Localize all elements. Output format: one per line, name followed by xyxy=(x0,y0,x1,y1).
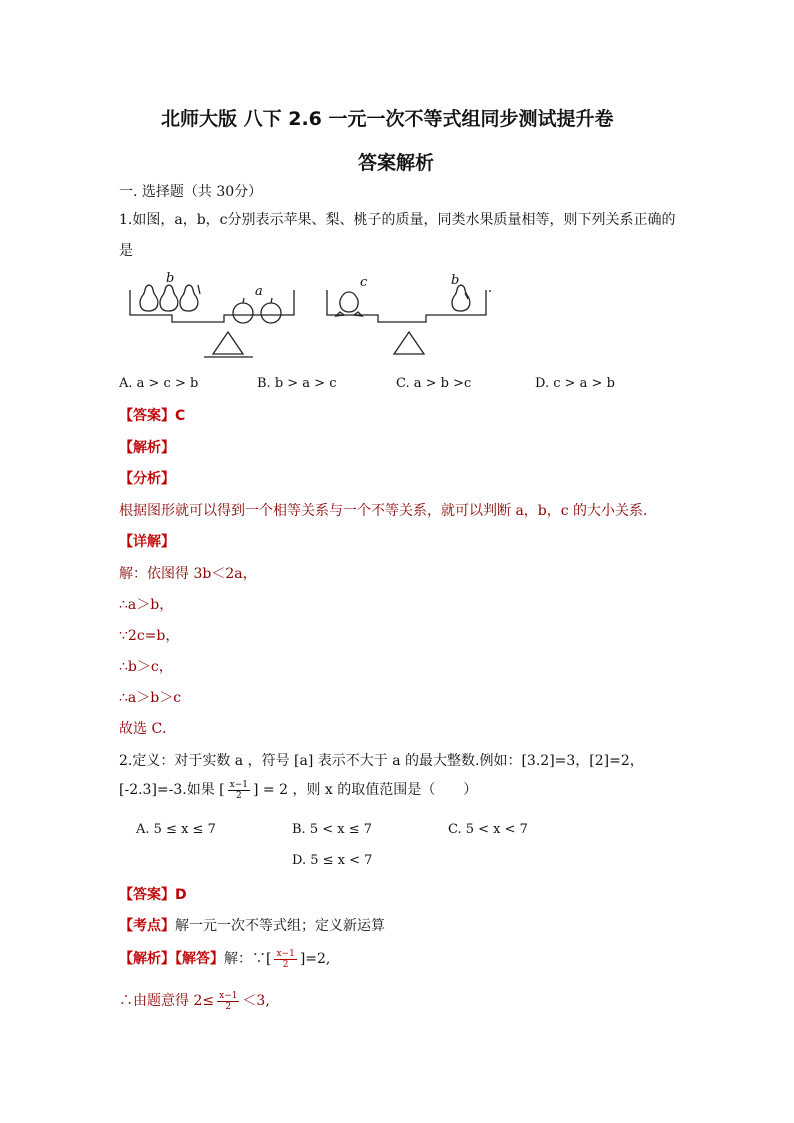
q1-step-6: 故选 C． xyxy=(119,721,177,737)
derivation-prefix: ∴由题意得 2≤ xyxy=(119,993,215,1009)
figure-label-b-right: b xyxy=(451,273,460,288)
q2-option-b: B. 5 < x ≤ 7 xyxy=(292,822,373,837)
jiexi-prefix: 解：∵[ xyxy=(224,951,272,967)
q1-stem-line2: 是 xyxy=(119,243,133,259)
derivation-frac-numerator: x−1 xyxy=(219,990,238,1001)
q1-option-a: A. a > c > b xyxy=(119,376,199,391)
q2-option-a: A. 5 ≤ x ≤ 7 xyxy=(136,822,216,837)
q2-stem-suffix: ] = 2 ，则 x 的取值范围是（ ） xyxy=(253,782,478,798)
q1-option-b: B. b > a > c xyxy=(257,376,337,391)
jiexi-fraction xyxy=(274,949,296,970)
kaodian-tag: 【考点】 xyxy=(119,918,175,934)
q2-stem-line1: 2.定义：对于实数 a ，符号 [a] 表示不大于 a 的最大整数.例如：[3.2]=3，[2]=2， xyxy=(119,753,644,769)
right-balance xyxy=(327,285,490,354)
section-heading: 一. 选择题（共 30分） xyxy=(119,184,263,200)
answer-tag: 【答案】 xyxy=(119,887,175,903)
answer-tag: 【答案】 xyxy=(119,408,175,424)
q1-analysis-tag: 【解析】 xyxy=(119,440,175,456)
figure-label-a: a xyxy=(255,284,263,299)
q2-jiexi xyxy=(119,948,330,970)
q1-option-c: C. a > b >c xyxy=(396,376,472,391)
q1-stem-line1: 1.如图，a，b，c分别表示苹果、梨、桃子的质量，同类水果质量相等，则下列关系正确的 xyxy=(119,212,676,228)
q1-option-d: D. c > a > b xyxy=(535,376,615,391)
page-title: 北师大版 八下 2.6 一元一次不等式组同步测试提升卷 xyxy=(161,108,614,130)
q2-frac-denominator: 2 xyxy=(235,790,242,801)
figure-label-c: c xyxy=(360,275,368,290)
q2-frac-numerator: x−1 xyxy=(229,779,248,790)
q2-answer xyxy=(119,884,187,904)
q2-kaodian xyxy=(119,915,385,935)
q2-fraction xyxy=(228,780,250,801)
q1-fenxi-tag: 【分析】 xyxy=(119,471,175,487)
q2-stem-prefix: [-2.3]=-3.如果 [ xyxy=(119,782,225,798)
q2-option-c: C. 5 < x < 7 xyxy=(448,822,528,837)
derivation-fraction xyxy=(217,991,239,1012)
q2-stem-line2 xyxy=(119,779,477,801)
left-balance xyxy=(130,285,294,357)
jiexi-frac-numerator: x−1 xyxy=(276,948,295,959)
jiexi-suffix: ]=2, xyxy=(299,951,331,967)
q1-step-5: ∴a＞b＞c xyxy=(119,690,182,706)
answer-value: D xyxy=(175,887,187,903)
q2-option-d: D. 5 ≤ x < 7 xyxy=(292,853,373,868)
derivation-frac-denominator: 2 xyxy=(225,1001,232,1012)
q1-step-3: ∵2c=b， xyxy=(119,628,180,644)
figure-label-b-left: b xyxy=(166,271,175,286)
q2-derivation-line xyxy=(119,990,270,1012)
q1-step-2: ∴a＞b， xyxy=(119,597,174,613)
q1-step-4: ∴b＞c， xyxy=(119,659,173,675)
page-subtitle: 答案解析 xyxy=(358,152,435,174)
jiexi-frac-denominator: 2 xyxy=(282,959,289,970)
answer-value: C xyxy=(175,408,186,424)
balance-scale-figure xyxy=(120,268,500,364)
derivation-suffix: ＜3, xyxy=(242,993,270,1009)
q1-fenxi-text: 根据图形就可以得到一个相等关系与一个不等关系，就可以判断 a，b，c 的大小关系． xyxy=(119,503,658,519)
kaodian-text: 解一元一次不等式组；定义新运算 xyxy=(175,918,385,934)
q1-answer xyxy=(119,405,185,425)
q1-detail-tag: 【详解】 xyxy=(119,534,175,550)
q1-step-1: 解：依图得 3b＜2a， xyxy=(119,566,257,582)
jiexi-tag: 【解析】【解答】 xyxy=(119,951,224,967)
